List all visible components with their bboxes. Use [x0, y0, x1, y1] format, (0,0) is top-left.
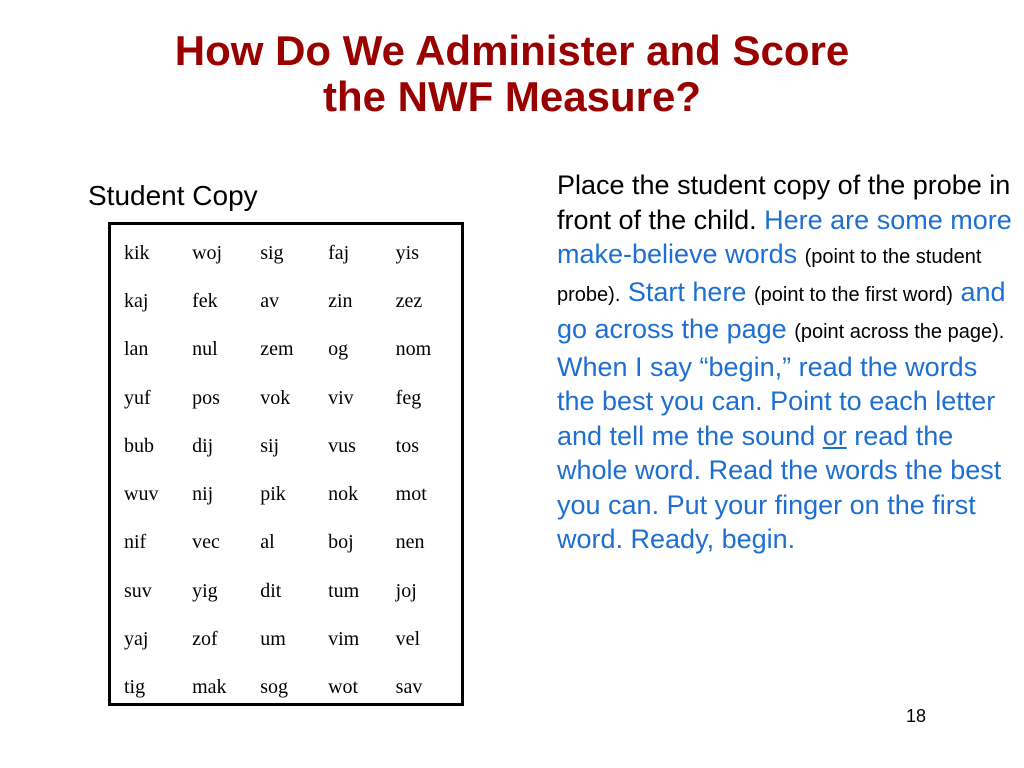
- word-cell: yaj: [124, 628, 149, 651]
- word-cell: vim: [328, 628, 360, 651]
- slide-title-line-2: the NWF Measure?: [322, 73, 702, 120]
- word-cell: mak: [192, 676, 227, 699]
- word-cell: pos: [192, 386, 220, 409]
- word-cell: sig: [260, 241, 284, 264]
- word-cell: zof: [192, 628, 218, 651]
- word-cell: nul: [192, 338, 218, 361]
- table-row: [121, 615, 461, 663]
- word-cell: zez: [395, 289, 423, 312]
- word-cell: pik: [260, 483, 286, 506]
- word-cell: yis: [395, 241, 420, 264]
- word-cell: kaj: [124, 289, 149, 312]
- word-cell: kik: [124, 241, 150, 264]
- slide-title: [40, 28, 984, 120]
- word-cell: fek: [192, 289, 218, 312]
- word-cell: vok: [260, 386, 291, 409]
- direction-note: (point across the page).: [794, 321, 1005, 343]
- word-cell: nen: [395, 531, 425, 554]
- word-cell: mot: [395, 483, 427, 506]
- word-cell: wot: [328, 676, 359, 699]
- word-cell: faj: [328, 241, 350, 264]
- script-text: and go across the page: [557, 276, 1006, 344]
- word-cell: nij: [192, 483, 214, 506]
- word-cell: suv: [124, 579, 152, 602]
- script-text: read the whole word. Read the words the best you can. Put your finger on the first word. Ready, begin.: [557, 420, 1002, 554]
- word-cell: um: [260, 628, 286, 651]
- word-cell: tos: [395, 434, 420, 457]
- instruction-intro: Place the student copy of the probe in front of the child.: [557, 170, 1011, 235]
- script-text: Start here: [627, 276, 747, 307]
- word-cell: zem: [260, 338, 294, 361]
- nonsense-word-table: [121, 229, 461, 712]
- student-copy-word-box: [108, 222, 464, 706]
- word-cell: tig: [124, 676, 146, 699]
- word-cell: dij: [192, 434, 214, 457]
- word-cell: dit: [260, 579, 282, 602]
- word-cell: wuv: [124, 483, 159, 506]
- word-cell: tum: [328, 579, 360, 602]
- word-cell: nom: [395, 338, 432, 361]
- slide-title-line-1: How Do We Administer and Score: [174, 27, 850, 74]
- table-row: [121, 470, 461, 518]
- table-row: [121, 567, 461, 615]
- direction-note: (point to the first word): [753, 283, 953, 306]
- student-copy-label: Student Copy: [88, 180, 258, 211]
- word-cell: bub: [124, 434, 154, 457]
- script-text: Here are some more make-believe words: [557, 204, 1012, 269]
- word-cell: joj: [395, 579, 417, 602]
- slide-page-number: 18: [906, 706, 927, 726]
- direction-note: (point to the student probe).: [557, 246, 982, 306]
- word-cell: og: [328, 338, 349, 361]
- word-cell: viv: [328, 386, 354, 409]
- table-row: [121, 664, 461, 712]
- word-cell: woj: [192, 241, 223, 264]
- word-cell: sav: [395, 676, 423, 699]
- word-cell: feg: [395, 386, 422, 409]
- word-cell: al: [260, 531, 275, 554]
- table-row: [121, 326, 461, 374]
- word-cell: vus: [328, 434, 356, 457]
- word-cell: yuf: [124, 386, 151, 409]
- word-cell: sij: [260, 434, 280, 457]
- table-row: [121, 229, 461, 277]
- word-cell: vec: [192, 531, 220, 554]
- word-cell: zin: [328, 289, 353, 312]
- underlined-or: or: [822, 420, 847, 451]
- word-cell: nok: [328, 483, 359, 506]
- script-text: When I say “begin,” read the words the best you can. Point to each letter and tell me the sound: [557, 351, 996, 451]
- word-cell: vel: [395, 628, 421, 651]
- table-row: [121, 374, 461, 422]
- word-cell: boj: [328, 531, 354, 554]
- table-row: [121, 277, 461, 325]
- word-cell: yig: [192, 579, 218, 602]
- table-row: [121, 422, 461, 470]
- administration-instructions: [557, 168, 1012, 557]
- word-cell: sog: [260, 676, 288, 699]
- table-row: [121, 519, 461, 567]
- word-cell: av: [260, 289, 280, 312]
- word-cell: lan: [124, 338, 149, 361]
- word-cell: nif: [124, 531, 147, 554]
